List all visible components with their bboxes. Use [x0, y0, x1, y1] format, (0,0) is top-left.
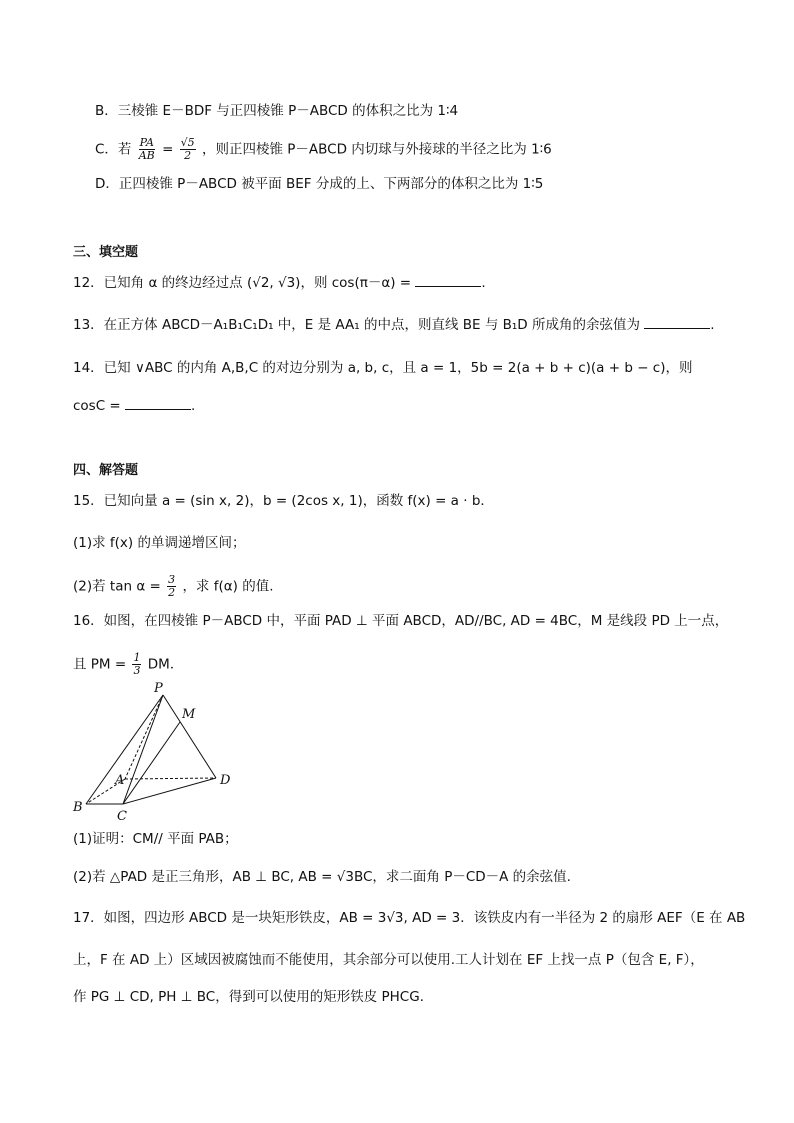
- condition-suffix: DM．: [147, 656, 184, 673]
- fraction: [132, 652, 141, 677]
- answer-blank: [415, 274, 481, 287]
- question-12: [73, 274, 486, 292]
- edge-pc: [123, 695, 163, 804]
- question-17-line-1: 17．如图，四边形 ABCD 是一块矩形铁皮，AB = 3√3, AD = 3．该铁皮内有一半径为 2 的扇形 AEF（E 在 AB: [73, 910, 746, 926]
- fraction-numerator: 3: [168, 573, 176, 586]
- segment-cm: [123, 722, 180, 804]
- part-2-prefix: (2)若 tan α =: [73, 578, 161, 595]
- hidden-edge-ad: [125, 778, 216, 779]
- question-15-part-1: (1)求 f(x) 的单调递增区间；: [73, 535, 246, 551]
- condition-prefix: 且 PM =: [73, 656, 127, 673]
- edge-pb: [86, 695, 163, 804]
- period: .: [191, 398, 196, 414]
- period: .: [710, 317, 715, 333]
- pyramid-figure: [70, 680, 240, 825]
- option-c: [95, 137, 552, 162]
- section-title-fill-in: 三、填空题: [73, 245, 139, 260]
- question-14-line-1: 14．已知 ∨ABC 的内角 A,B,C 的对边分别为 a, b, c，且 a = 1，5b = 2(a + b + c)(a + b − c)，则: [73, 360, 693, 376]
- fraction: [167, 574, 176, 599]
- option-c-fraction-right: [180, 137, 196, 162]
- section-title-solutions: 四、解答题: [73, 463, 139, 478]
- question-14-text: cosC =: [73, 398, 121, 414]
- question-16-part-1: (1)证明：CM// 平面 PAB；: [73, 831, 238, 847]
- option-c-suffix: ，则正四棱锥 P－ABCD 内切球与外接球的半径之比为 1∶6: [201, 141, 552, 158]
- question-13: [73, 316, 715, 334]
- equals-sign: =: [162, 141, 174, 158]
- answer-blank: [644, 316, 710, 329]
- label-d: D: [220, 773, 231, 788]
- fraction-denominator: 2: [184, 149, 192, 162]
- label-b: B: [73, 800, 83, 815]
- fraction-denominator: AB: [138, 149, 155, 162]
- question-13-text: 13．在正方体 ABCD－A₁B₁C₁D₁ 中，E 是 AA₁ 的中点，则直线 BE 与 B₁D 所成角的余弦值为: [73, 317, 640, 333]
- period: .: [481, 275, 486, 291]
- question-15-stem: 15．已知向量 a = (sin x, 2)，b = (2cos x, 1)，函数 f(x) = a · b．: [73, 493, 494, 509]
- label-a: A: [115, 773, 125, 788]
- label-p: P: [154, 681, 163, 696]
- question-16-condition: [73, 652, 183, 677]
- fraction-denominator: 2: [168, 586, 176, 599]
- option-b: B．三棱锥 E－BDF 与正四棱锥 P－ABCD 的体积之比为 1∶4: [95, 103, 459, 119]
- question-16-stem: 16．如图，在四棱锥 P－ABCD 中，平面 PAD ⊥ 平面 ABCD，AD//BC, AD = 4BC，M 是线段 PD 上一点，: [73, 613, 729, 629]
- option-c-fraction-left: [138, 137, 156, 162]
- question-17-line-3: 作 PG ⊥ CD, PH ⊥ BC，得到可以使用的矩形铁皮 PHCG．: [73, 989, 434, 1005]
- fraction-numerator: √5: [180, 136, 195, 149]
- edge-cd: [123, 778, 216, 804]
- fraction-numerator: PA: [139, 136, 154, 149]
- question-16-part-2: (2)若 △PAD 是正三角形，AB ⊥ BC, AB = √3BC，求二面角 P－CD－A 的余弦值.: [73, 869, 571, 885]
- fraction-numerator: 1: [133, 651, 141, 664]
- option-d: D．正四棱锥 P－ABCD 被平面 BEF 分成的上、下两部分的体积之比为 1∶5: [95, 176, 544, 192]
- question-14-line-2: [73, 397, 195, 415]
- label-m: M: [182, 707, 196, 722]
- question-15-part-2: [73, 574, 274, 599]
- question-17-line-2: 上，F 在 AD 上）区域因被腐蚀而不能使用，其余部分可以使用.工人计划在 EF 上找一点 P（包含 E, F），: [73, 952, 704, 968]
- part-2-suffix: ，求 f(α) 的值.: [182, 578, 274, 595]
- option-c-prefix: C．若: [95, 141, 132, 158]
- label-c: C: [117, 809, 127, 824]
- hidden-edge-pa: [125, 695, 163, 779]
- answer-blank: [125, 397, 191, 410]
- question-12-text: 12．已知角 α 的终边经过点 (√2, √3)，则 cos(π－α) =: [73, 275, 412, 291]
- fraction-denominator: 3: [133, 664, 141, 677]
